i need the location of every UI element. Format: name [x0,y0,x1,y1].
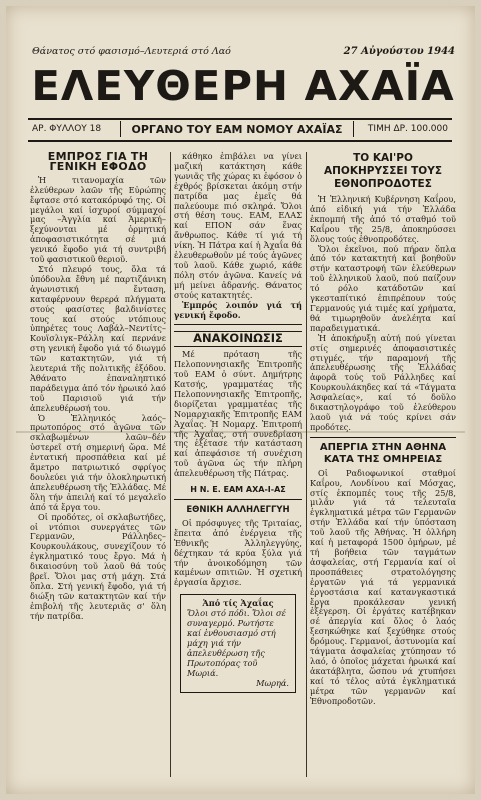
article-paragraph: Στό πλευρό τους, ὅλα τά ὑπόδουλα ἔθνη μέ παρτιζάνικη ἀγωνιστική ἔνταση, καταφέρνουν θερερά πλήγματα στούς φασίστες βαλδινίστες τους καί στούς ντόπιους ὑπηρέτες τους Λαβάλ–Νεντίτς–Κουϊσλιγκ–Ράλλη καί περνάνε στη γενική ἔφοδο γιά τό διωγμό τῶν κατακτητῶν, γιά τή λευτεριά τῆς πολιτικῆς ἐξόδου. Ἀθάνατο ἐπαναληπτικό παράδειγμα ἀπό τόν ἡρωικό λαό τοῦ Παρισιοῦ γιά τήν ἀπελευθέρωσή του. [30,263,166,413]
article-continuation: κάθηκο ἐπιβάλει να γίνει μαζική κατάκτηση κάθε γωνιᾶς τῆς χώρας κι ἐφόσον ὁ ἐχθρός βρίσκεται ἀκόμη στήν πατρίδα μας ἐμεῖς θά παλεύουμε πιό σκληρά. Ὅλοι στή θέση τους. ΕΑΜ, ΕΛΑΣ καί ΕΠΟΝ σάν ἕνας ἄνθρωπος. Κάθε τί γιά τή νίκη. Ἡ Πάτρα καί ἡ Ἀχαΐα θά ἐλευθερωθοῦν μέ τούς ἀγῶνες τοῦ λαοῦ. Κάθε χωριό, κάθε πόλη στόν ἀγῶνα. Κανείς νά μή μείνει ἀδρανής. Θάνατος στούς κατακτητές. [174,151,302,300]
announcement-headline: ΑΝΑΚΟΙΝΩΣΙΣ [174,331,302,347]
article-paragraph: Ὅλοι ἐκεῖνοι, πού πήραν ὅπλα ἀπό τόν κατακτητή καί βοηθοῦν στήν καταστροφή τῶν ἐλεύθερων τοῦ ἑλληνικοῦ λαοῦ, πού παίζουν τό ρόλο κατάδοτῶν καί γκεσταπίτικό ἐπιπρέπουν τούς Γερμανούς γιά τιμές καί χρήματα, θά τιμωρηθοῦν ἀνελέητα καί παραδειγματικά. [310,243,456,333]
article-headline: ΕΜΠΡΟΣ ΓΙΑ ΤΗ ΓΕΝΙΚΗ ΕΦΟΔΟ [47,150,149,173]
newspaper-page [6,6,475,794]
article-paragraph: Οἱ προδότες, οἱ σκλαβωτήδες, οἱ ντόπιοι συνεργάτες τῶν Γερμανῶν, Ράλληδες–Κουρκουλάκους, συνεχίζουν τό ἐγκληματικό τους ἔργο. Μά ἡ δικαιοσύνη τοῦ λαοῦ θά τούς βρεῖ. Ὅλοι μας στή μάχη. Στά ὅπλα. Στή γενική ἔφοδο, γιά τή διώξη τῶν κατακτητῶν καί τήν ἐπιβολή τῆς λευτεριᾶς σ' ὅλη τήν πατρίδα. [30,511,166,621]
column-right [310,152,456,707]
article-paragraph: Οἱ Ραδιοφωνικοί σταθμοί Καΐρου, Λονδίνου καί Μόσχας, στίς ἐκπομπές τους τῆς 25/8, μιλᾶν γιά τά τελευταῖα ἐγκληματικά μέτρα τῶν Γερμανῶν στήν Ἑλλάδα καί τήν ὑπόσταση τοῦ λαοῦ τῆς Ἀθήνας. Ἡ ὀλλήρη καί ἡ μεταφορά 1500 ὁμήρων, μέ τή βοήθεια τῶν ταγμάτων ἀσφαλείας, στή Γερμανία καί οἱ προσπάθειες στρατολόγησης ἐργατῶν γιά τά γερμανικά ἐργοστάσια καί κατανγκαστικά ἔργα προκάλεσαν γενική ἐξέγερση. Οἱ ἐργάτες κατέβηκαν σέ ἀπεργία καί ὅλος ὁ λαός ξεσηκώθηκε καί ξεχύθηκε στούς δρόμους. Γερμανοί, ἀστυνομία καί τάγματα ἀσφαλείας χτύπησαν τό λαό, ὁ ὁποῖος μάχεται ἡρωικά καί ἀκατάβλητα, ὥσπου νά χτυπήσει καί τό τέλος αὐτά ἐγκληματικά μέτρα τῶν γερμανῶν καί Ἐθνοπροδοτῶν. [310,467,456,706]
newspaper-title: ΕΛΕΥΘΕΡΗ ΑΧΑΪΑ [31,62,455,110]
issue-date: 27 Αὐγούστου 1944 [343,46,455,57]
solidarity-headline: ΕΘΝΙΚΗ ΑΛΛΗΛΕΓΓΥΗ [186,505,290,515]
masthead-slogan: Θάνατος στό φασισμό–Λευτεριά στό Λαό [32,46,231,57]
article-headline: ΤΟ ΚΑΙ'ΡΟ ΑΠΟΚΗΡΥΣΣΕΙ ΤΟΥΣ ΕΘΝΟΠΡΟΔΟΤΕΣ [323,152,442,190]
boxed-notice [180,594,296,693]
section-rule [174,499,302,500]
announcement-text: Μέ πρόταση τῆς Πελοποννησιακῆς Ἐπιτροπῆς τοῦ ΕΑΜ ὁ σύντ. Δημήτρης Κατσής, γραμματέας τῆς Πελοποννησιακῆς Ἐπιτροπῆς, διορίζεται γραμματέας τῆς Νομαρχιακῆς Ἐπιτροπῆς ΕΑΜ Ἀχαΐας. Ἡ Νομαρχ. Ἐπιτροπή τῆς Ἀχαΐας, στή συνεδρίαση της ἐξέτασε τήν κατάσταση καί ἀπεφάσισε τή συνέχιση τοῦ ἀγῶνα ὡς τήν πλήρη ἀπελευθέρωση τῆς Πάτρας. [174,349,302,479]
column-divider [170,152,171,777]
article-paragraph: Ὁ Ἑλληνικός λαός–πρωτοπόρος στό ἀγῶνα τῶν σκλαβωμένων λαῶν–δέν ὑστερεῖ στή σημερινή ὥρα. Μέ ἐντατική προσπάθεια καί μέ ἄμετρο πατριωτικό σφρίγος δουλεύει γιά τήν ὁλοκληρωτική ἀπελευθέρωση τῆς Ἑλλάδας. Μέ ὅλη τήν ἀπειλή καί τό μεγαλεῖο ἀπό τά ἔργα του. [30,412,166,512]
organ-label: ΟΡΓΑΝΟ ΤΟΥ ΕΑΜ ΝΟΜΟΥ ΑΧΑΪΑΣ [120,121,354,137]
masthead-info-bar [28,118,452,142]
article-paragraph: Ἡ τιτανομαχία τῶν ἐλεύθερων λαῶν τῆς Εὐρώπης ἔφτασε στό κατακόρυφό της. Οἱ μεγάλοι καί ἰσχυροί σύμμαχοί μας –Ἀγγλία καί Ἀμερική– ξεχύνονται μέ ὁρμητική ἀποφασιστικότητα σέ μιά γενικό ἔφοδο γιά τή συντριβή τοῦ φασιστικοῦ θεριοῦ. [30,174,166,265]
article-closing: Ἐμπρός λοιπόν γιά τή γενική ἔφοδο. [174,299,302,320]
boxed-notice-text: Ὅλοι στό πόδι. Ὅλοι σέ συναγερμό. Ρωτήστε καί ἐνθουσιασμό στή μάχη γιά τήν ἀπελευθέρωση τῆς Πρωτοπόρας τοῦ Μωριά. [187,608,286,678]
announcement-signature: Η Ν. Ε. ΕΑΜ ΑΧΑ-Ι-ΑΣ [190,485,286,495]
boxed-notice-signature: Μωρηά. [256,677,289,688]
article-paragraph: Ἡ Ἑλληνική Κυβέρνηση Καΐρου, ἀπό εἰδική γιά τήν Ἑλλάδα ἐκπομπή τῆς ἀπό τό σταθμό τοῦ Καΐρου τῆς 25/8, ἀποκηρύσσει ὅλους τούς ἐθνοπροδότες. [310,194,456,244]
solidarity-text: Οἱ πρόσφυγες τῆς Τριταίας, ἔπειτα ἀπό ἐνέργεια τῆς Ἐθνικῆς Ἀλληλεγγύης, δέχτηκαν τά κρύα ξύλα γιά τήν ἀνοικοδόμηση τῶν καμένων σπιτιῶν. Ἡ σχετική ἐργασία ἄρχισε. [174,517,302,588]
section-rule [174,324,302,325]
section-rule [310,437,456,438]
article-paragraph: Ἡ ἀποκήρυξη αὐτή πού γίνεται στίς σημερινές ἀποφασιστικές στιγμές, τήν παραμονή τῆς ἀπελευθέρωσης τῆς Ἑλλάδας ἀφορᾶ τούς τοῦ Ράλληδες καί Κουρκουλάκηδες καί τά «Τάγματα Ἀσφαλείας», καί τό δοῦλο δικαστηλογράφο τοῦ ἐλεύθερου λαοῦ γιά νά τούς κρίνει σάν προδότες. [310,332,456,432]
column-middle [174,152,302,693]
boxed-notice-heading: Ἀπό τίς Ἀχαΐας [202,598,274,609]
strike-headline: ΑΠΕΡΓΙΑ ΣΤΗΝ ΑΘΗΝΑ ΚΑΤΑ ΤΗΣ ΟΜΗΡΕΙΑΣ [319,441,447,465]
issue-price: ΤΙΜΗ ΔΡ. 100.000 [367,124,448,134]
column-divider [306,152,307,777]
column-left [30,152,166,622]
issue-number: ΑΡ. ΦΥΛΛΟΥ 18 [32,124,102,134]
